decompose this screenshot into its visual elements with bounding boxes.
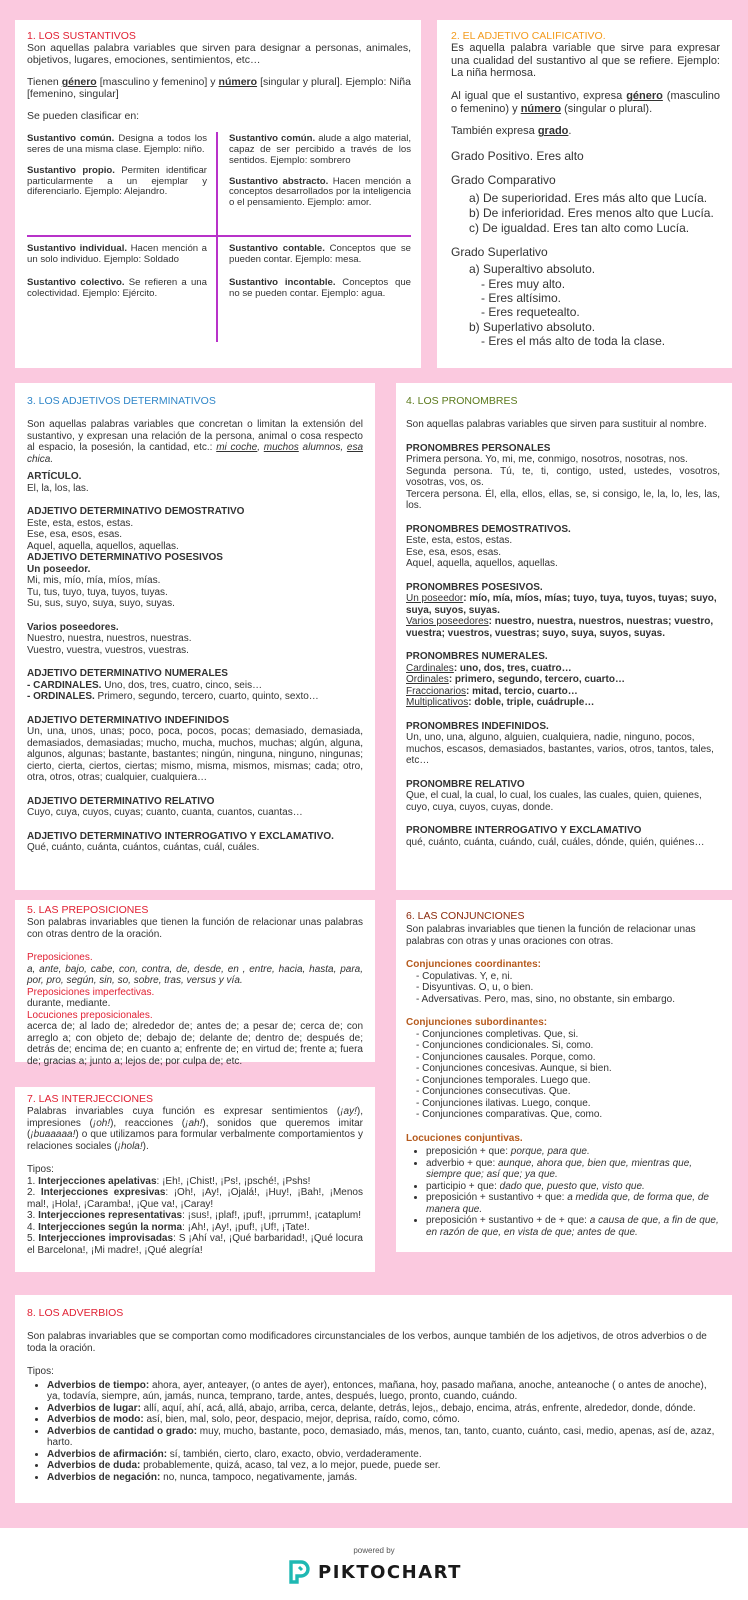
list-item: - Conjunciones condicionales. Si, como. — [416, 1040, 594, 1052]
list-item: - Adversativas. Pero, mas, sino, no obstante, sin embargo. — [416, 993, 676, 1005]
subheading: PRONOMBRES NUMERALES. — [406, 651, 548, 663]
list-item: • preposición + que: porque, para que. — [426, 1146, 720, 1158]
text: Un, una, unos, unas; poco, poca, pocos, pocas; demasiado, demasiada, demasiados, demasiadas; mucho, mucha, muchos, muchas; algún, alguna, algunos, algunas; bastante, bastantes; ningún, ninguna, ninguno, ningunas; cierto, cierta, ciertos, ciertas; mismo, misma, mismos, mismas; cada; otro, otra, otros, otras; cualquier, cualquiera… — [27, 726, 363, 784]
text: qué, cuánto, cuánta, cuándo, cuál, cuáles, dónde, quién, quiénes… — [406, 836, 705, 848]
card-adverbios — [15, 1295, 732, 1503]
grid-cell: Sustantivo contable. Conceptos que se pueden contar. Ejemplo: mesa. Sustantivo incontable. Conceptos que no se pueden contar. Ejemplo: agua. — [229, 243, 411, 299]
subheading: Tipos: — [27, 1164, 54, 1176]
list-item: 2. Interjecciones expresivas: ¡Oh!, ¡Ay!, ¡Ojalá!, ¡Huy!, ¡Bah!, ¡Menos mal!, ¡Hola!, ¡Caramba!, ¡Que va!, ¡Caray! — [27, 1187, 363, 1210]
footer — [0, 1528, 748, 1600]
list-item: 5. Interjecciones improvisadas: S ¡Ahí va!, ¡Qué barbaridad!, ¡Qué locura el Barcelona!, ¡Mi madre!, ¡Qué alegría! — [27, 1233, 363, 1256]
subheading: ARTÍCULO. — [27, 471, 82, 483]
text: Un, uno, una, alguno, alguien, cualquiera, nadie, ninguno, pocos, muchos, escasos, demasiados, bastantes, varios, otros, tantos, tales, etc… — [406, 732, 714, 767]
card-interjecciones — [15, 1087, 375, 1272]
paragraph: Tienen género [masculino y femenino] y número [singular y plural]. Ejemplo: Niña [femenino, singular] — [27, 76, 411, 101]
grado-superlativo: Grado Superlativo — [451, 244, 548, 259]
paragraph: Son palabras invariables que tienen la función de relacionar unas palabras con otras y unas oraciones con otras. — [406, 924, 696, 947]
text: Cuyo, cuya, cuyos, cuyas; cuanto, cuanta, cuantos, cuantas… — [27, 807, 303, 819]
subheading: ADJETIVO DETERMINATIVO INDEFINIDOS — [27, 714, 230, 726]
text: El, la, los, las. — [27, 482, 89, 494]
grid-cell: Sustantivo común. alude a algo material, capaz de ser percibido a través de los sentidos. Ejemplo: sombrero Sustantivo abstracto. Hacen mención a conceptos desarrollados por la inteligencia o el pensamiento. Ejemplo: amor. — [229, 133, 412, 209]
list-item: - Conjunciones causales. Porque, como. — [416, 1051, 596, 1063]
card-conjunciones — [396, 900, 732, 1252]
list-item: 4. Interjecciones según la norma: ¡Ah!, ¡Ay!, ¡puf!, ¡Uf!, ¡Tate!. — [27, 1221, 310, 1233]
text: Vuestro, vuestra, vuestros, vuestras. — [27, 644, 189, 656]
text: a, ante, bajo, cabe, con, contra, de, desde, en , entre, hacia, hasta, para, por, pro, según, sin, so, sobre, tras, versus y vía. — [27, 963, 363, 987]
list-item: - Eres altísimo. — [481, 291, 562, 306]
text: Tercera persona. Él, ella, ellos, ellas, se, si consigo, le, la, lo, les, las, los. — [406, 488, 720, 512]
classification-grid — [27, 132, 411, 342]
subheading: Tipos: — [27, 1366, 54, 1378]
grid-cell: Sustantivo individual. Hacen mención a un solo individuo. Ejemplo: Soldado Sustantivo colectivo. Se refieren a una colectividad. Ejemplo: Ejército. — [27, 243, 207, 299]
list-item: - Copulativas. Y, e, ni. — [416, 970, 513, 982]
subheading: ADJETIVO DETERMINATIVO NUMERALES — [27, 668, 228, 680]
text: Segunda persona. Tú, te, ti, contigo, usted, ustedes, vosotros, vosotras, vos, os. — [406, 465, 720, 489]
list-item: • participio + que: dado que, puesto que, visto que. — [426, 1181, 720, 1193]
subheading: Locuciones conjuntivas. — [406, 1132, 523, 1144]
list-item: • preposición + sustantivo + que: a medida que, de forma que, de manera que. — [426, 1192, 720, 1215]
grado-comparativo: Grado Comparativo — [451, 172, 556, 187]
list-item: - Eres el más alto de toda la clase. — [481, 334, 666, 349]
subheading: PRONOMBRES DEMOSTRATIVOS. — [406, 523, 571, 535]
card-adjetivo-calificativo — [437, 20, 732, 368]
list-item: • adverbio + que: aunque, ahora que, bien que, mientras que, siempre que; así que; ya que. — [426, 1158, 720, 1181]
grado-positivo: Grado Positivo. Eres alto — [451, 148, 584, 163]
piktochart-icon — [288, 1560, 310, 1584]
text: - ORDINALES. Primero, segundo, tercero, cuarto, quinto, sexto… — [27, 691, 319, 703]
list-item: b) De inferioridad. Eres menos alto que Lucía. — [469, 205, 714, 220]
card-preposiciones — [15, 900, 375, 1067]
paragraph: Son palabras invariables que tienen la función de relacionar unas palabras con otras dentro de la oración. — [27, 917, 363, 940]
list-item: • Adverbios de lugar: allí, aquí, ahí, acá, allá, abajo, arriba, cerca, delante, detrás, lejos,, debajo, encima, atrás, enfrente, alrededor, donde, dónde. — [47, 1403, 718, 1415]
list-item: a) Superaltivo absoluto. — [469, 262, 596, 277]
text: Aquel, aquella, aquellos, aquellas. — [27, 540, 179, 552]
text: Mi, mis, mío, mía, míos, mías. — [27, 575, 161, 587]
paragraph: Son aquellas palabras variables que sirven para sustituir al nombre. — [406, 419, 707, 431]
divider — [27, 235, 411, 237]
list-item: - Conjunciones comparativas. Que, como. — [416, 1109, 603, 1121]
subheading: PRONOMBRES PERSONALES — [406, 442, 551, 454]
text: Nuestro, nuestra, nuestros, nuestras. — [27, 633, 192, 645]
list-item: • Adverbios de tiempo: ahora, ayer, anteayer, (o antes de ayer), entonces, mañana, hoy, pasado mañana, anoche, anteanoche ( o antes de anoche), ya, todavía, siempre, aún, jamás, nunca, temprano, tarde, antes, después, luego, pronto, cuando, cuándo. — [47, 1380, 718, 1403]
text: Primera persona. Yo, mi, me, conmigo, nosotros, nosotras, nos. — [406, 454, 688, 466]
text: durante, mediante. — [27, 998, 111, 1010]
subheading: ADJETIVO DETERMINATIVO POSESIVOS — [27, 552, 223, 564]
list-item: - Conjunciones consecutivas. Que. — [416, 1086, 571, 1098]
powered-by-label: powered by — [353, 1546, 395, 1555]
section-title: 1. LOS SUSTANTIVOS — [27, 30, 136, 42]
text: Un poseedor: mío, mía, míos, mías; tuyo, tuya, tuyos, tuyas; suyo, suya, suyos, suyas. — [406, 593, 717, 616]
list-item: - Disyuntivas. O, u, o bien. — [416, 982, 534, 994]
text: acerca de; al lado de; alrededor de; antes de; a pesar de; cerca de; con arreglo a; con objeto de; debajo de; delante de; dentro de; después de; detrás de; encima de; en cuanto a; enfrente de; en virtud de; frente a; fuera de; gracias a; junto a; lejos de; por culpa de; etc. — [27, 1021, 363, 1067]
paragraph: Son palabras invariables que se comportan como modificadores circunstanciales de los verbos, aunque también de los adjetivos, de otros adverbios o de toda la oración. — [27, 1331, 707, 1354]
text: Fraccionarios: mitad, tercio, cuarto… — [406, 685, 578, 697]
paragraph: Al igual que el sustantivo, expresa género (masculino o femenino) y número (singular o plural). — [451, 89, 720, 115]
list-item: b) Superlativo absoluto. — [469, 319, 596, 334]
list-item: - Conjunciones concesivas. Aunque, si bien. — [416, 1063, 612, 1075]
subheading: ADJETIVO DETERMINATIVO DEMOSTRATIVO — [27, 506, 245, 518]
grid-cell: Sustantivo común. Designa a todos los seres de una misma clase. Ejemplo: niño. Sustantivo propio. Permiten identificar particularmente a un ejemplar y diferenciarlo. Ejemplo: Alejandro. — [27, 133, 208, 198]
subheading: PRONOMBRE INTERROGATIVO Y EXCLAMATIVO — [406, 825, 642, 837]
list-item: 3. Interjecciones representativas: ¡sus!, ¡plaf!, ¡puf!, ¡prrumm!, ¡cataplum! — [27, 1210, 362, 1222]
text: Este, esta, estos, estas. — [406, 535, 513, 547]
section-title: 6. LAS CONJUNCIONES — [406, 910, 525, 922]
subheading: Conjunciones subordinantes: — [406, 1017, 548, 1029]
list-item: • Adverbios de afirmación: sí, también, cierto, claro, exacto, obvio, verdaderamente. — [47, 1449, 718, 1461]
list-item: • Adverbios de negación: no, nunca, tampoco, negativamente, jamás. — [47, 1472, 718, 1484]
list-item: - Conjunciones temporales. Luego que. — [416, 1074, 591, 1086]
subheading: PRONOMBRES INDEFINIDOS. — [406, 720, 549, 732]
paragraph: Es aquella palabra variable que sirve para expresar una cualidad del sustantivo al que se refiere. Ejemplo: La niña hermosa. — [451, 42, 720, 80]
paragraph: Son aquellas palabras variables que concretan o limitan la extensión del sustantivo, y expresan una relación de la persona, animal o cosa respecto al espacio, la posesión, la cantidad, etc.: mi coche, muchos alumnos, esa chica. — [27, 419, 364, 465]
subheading: ADJETIVO DETERMINATIVO INTERROGATIVO Y EXCLAMATIVO. — [27, 830, 334, 842]
subheading: Varios poseedores. — [27, 621, 119, 633]
list-item: c) De igualdad. Eres tan alto como Lucía. — [469, 220, 690, 235]
section-title: 7. LAS INTERJECCIONES — [27, 1093, 154, 1105]
text: Ese, esa, esos, esas. — [27, 529, 123, 541]
text: Aquel, aquella, aquellos, aquellas. — [406, 558, 558, 570]
subheading: Un poseedor. — [27, 563, 91, 575]
text: - CARDINALES. Uno, dos, tres, cuatro, cinco, seis… — [27, 679, 263, 691]
paragraph: Se pueden clasificar en: — [27, 110, 140, 123]
list-item: - Eres requetealto. — [481, 305, 580, 320]
paragraph: También expresa grado. — [451, 125, 572, 138]
subheading: ADJETIVO DETERMINATIVO RELATIVO — [27, 795, 215, 807]
list-item: • Adverbios de cantidad o grado: muy, mucho, bastante, poco, demasiado, más, menos, tan, tanto, cuanto, cuánto, casi, medio, apenas, así de, azaz, harto. — [47, 1426, 718, 1449]
section-title: 3. LOS ADJETIVOS DETERMINATIVOS — [27, 395, 216, 407]
text: Qué, cuánto, cuánta, cuántos, cuántas, cuál, cuáles. — [27, 842, 260, 854]
subheading: Conjunciones coordinantes: — [406, 959, 542, 971]
subheading: Preposiciones imperfectivas. — [27, 986, 155, 998]
text: Que, el cual, la cual, lo cual, los cuales, las cuales, quien, quienes, cuyo, cuya, cuyos, cuyas, donde. — [406, 790, 702, 813]
list-item: - Conjunciones ilativas. Luego, conque. — [416, 1097, 591, 1109]
piktochart-logo[interactable] — [288, 1558, 468, 1586]
section-title: 5. LAS PREPOSICIONES — [27, 904, 149, 916]
card-sustantivos — [15, 20, 421, 368]
text: Varios poseedores: nuestro, nuestra, nuestros, nuestras; vuestro, vuestra; vuestros, vuestras; suyo, suya, suyos, suyas. — [406, 616, 714, 639]
section-title: 8. LOS ADVERBIOS — [27, 1307, 124, 1319]
text: Cardinales: uno, dos, tres, cuatro… — [406, 662, 572, 674]
divider — [216, 132, 218, 342]
text: Su, sus, suyo, suya, suyo, suyas. — [27, 598, 175, 610]
text: Ordinales: primero, segundo, tercero, cuarto… — [406, 674, 625, 686]
list-item: • preposición + sustantivo + de + que: a causa de que, a fin de que, en razón de que, en vista de que; antes de que. — [426, 1215, 720, 1238]
card-adjetivos-determinativos — [15, 383, 375, 890]
paragraph: Son aquellas palabra variables que sirven para designar a personas, animales, objetivos, lugares, emociones, sentimientos, etc… — [27, 42, 411, 67]
subheading: PRONOMBRE RELATIVO — [406, 778, 525, 790]
list-item: - Eres muy alto. — [481, 276, 566, 291]
text: Multiplicativos: doble, triple, cuádruple… — [406, 697, 595, 709]
text: Ese, esa, esos, esas. — [406, 546, 502, 558]
paragraph: Palabras invariables cuya función es expresar sentimientos (¡ay!), impresiones (¡oh!), reacciones (¡ah!), sonidos que queremos imitar (¡buaaaaa!) o que utilizamos para formular verbalmente comportamientos y relaciones sociales (¡hola!). — [27, 1106, 363, 1152]
section-title: 4. LOS PRONOMBRES — [406, 395, 518, 407]
text: Tu, tus, tuyo, tuya, tuyos, tuyas. — [27, 586, 168, 598]
subheading: PRONOMBRES POSESIVOS. — [406, 581, 543, 593]
card-pronombres — [396, 383, 732, 890]
list-item: a) De superioridad. Eres más alto que Lucía. — [469, 190, 708, 205]
brand-name: PIKTOCHART — [318, 1562, 462, 1583]
text: Este, esta, estos, estas. — [27, 517, 134, 529]
subheading: Preposiciones. — [27, 952, 93, 964]
list-item: 1. Interjecciones apelativas: ¡Eh!, ¡Chist!, ¡Ps!, ¡psché!, ¡Pshs! — [27, 1175, 311, 1187]
subheading: Locuciones preposicionales. — [27, 1009, 153, 1021]
section-title: 2. EL ADJETIVO CALIFICATIVO. — [451, 30, 606, 42]
list-item: - Conjunciones completivas. Que, si. — [416, 1028, 579, 1040]
list-item: • Adverbios de duda: probablemente, quizá, acaso, tal vez, a lo mejor, puede, puede ser. — [47, 1460, 718, 1472]
list-item: • Adverbios de modo: así, bien, mal, solo, peor, despacio, mejor, deprisa, raído, como, cómo. — [47, 1414, 718, 1426]
